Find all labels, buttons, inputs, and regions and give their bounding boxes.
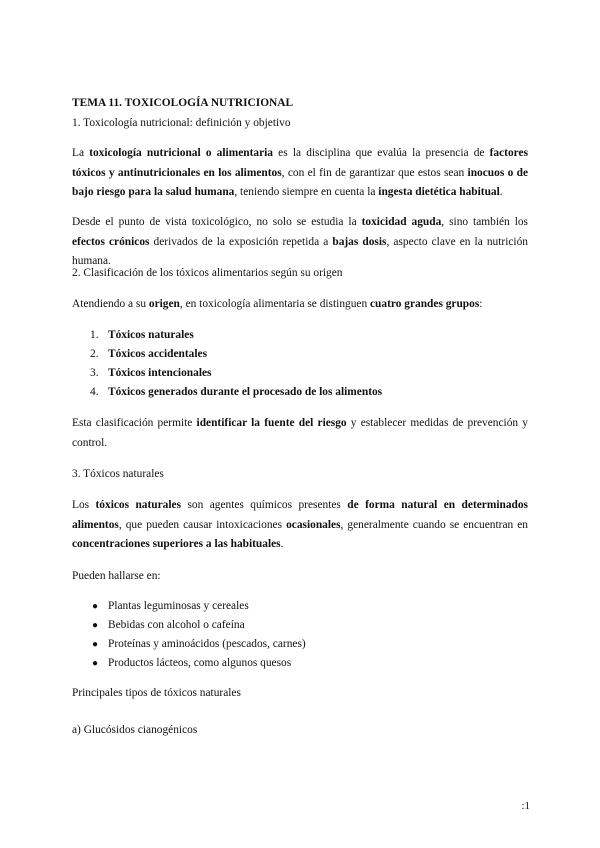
body-text: , generalmente cuando se encuentran en — [340, 518, 528, 531]
sources-list — [72, 597, 528, 673]
body-text: Desde el punto de vista toxicológico, no solo se estudia la — [72, 216, 362, 228]
bullet-icon: ● — [92, 658, 99, 669]
page-number: :1 — [521, 800, 530, 812]
subsection-a-title: a) Glucósidos cianogénicos — [72, 724, 198, 736]
toxin-groups-list — [72, 326, 528, 402]
emphasis-text: bajas dosis — [332, 235, 387, 248]
body-text: , que pueden causar intoxicaciones — [118, 518, 287, 531]
list-item: ● Bebidas con alcohol o cafeína — [72, 616, 528, 635]
paragraph-found-in: Pueden hallarse en: — [72, 570, 161, 582]
section-1-title: 1. Toxicología nutricional: definición y objetivo — [72, 117, 291, 129]
section-2-title: 2. Clasificación de los tóxicos alimentarios según su origen — [72, 267, 343, 279]
document-heading: TEMA 11. TOXICOLOGÍA NUTRICIONAL — [72, 97, 294, 109]
paragraph-main-types: Principales tipos de tóxicos naturales — [72, 687, 241, 699]
list-item: 2. Tóxicos accidentales — [90, 348, 208, 360]
body-text: , teniendo siempre en cuenta la — [234, 186, 379, 198]
bullet-icon: ● — [92, 601, 99, 612]
paragraph-definition — [72, 144, 528, 203]
emphasis-text: concentraciones superiores a las habituales — [72, 538, 281, 550]
list-item: ● Plantas leguminosas y cereales — [72, 597, 528, 616]
list-item: ● Productos lácteos, como algunos quesos — [72, 654, 528, 673]
emphasis-text: origen — [148, 298, 180, 310]
body-text: Los — [72, 499, 96, 511]
body-text: La — [72, 147, 90, 159]
list-item: 4. Tóxicos generados durante el procesado de los alimentos — [90, 386, 383, 398]
body-text: , aspecto clave en la nutrición humana. — [72, 235, 528, 267]
emphasis-text: toxicología nutricional o alimentaria — [89, 147, 273, 159]
list-item: 1. Tóxicos naturales — [90, 329, 194, 341]
body-text: , sino también los — [441, 216, 528, 228]
body-text: : — [479, 298, 483, 310]
list-item: 3. Tóxicos intencionales — [90, 367, 212, 379]
emphasis-text: cuatro grandes grupos — [370, 298, 480, 310]
paragraph-toxicity-scope — [72, 213, 528, 272]
list-item: ● Proteínas y aminoácidos (pescados, carnes) — [72, 635, 528, 654]
bullet-icon: ● — [92, 639, 99, 650]
body-text: Atendiendo a su — [72, 298, 149, 310]
body-text: , con el fin de garantizar que estos sean — [281, 166, 468, 179]
emphasis-text: toxicidad aguda — [361, 216, 442, 228]
body-text: Esta clasificación permite — [72, 417, 197, 429]
body-text: , en toxicología alimentaria se distinguen — [179, 298, 370, 310]
body-text: derivados de la exposición repetida a — [149, 235, 333, 248]
emphasis-text: de forma natural en determinados alimentos — [72, 499, 528, 531]
section-3-title: 3. Tóxicos naturales — [72, 468, 164, 480]
body-text: . — [280, 538, 284, 550]
paragraph-natural-toxins — [72, 496, 528, 555]
emphasis-text: efectos crónicos — [72, 235, 150, 248]
emphasis-text: tóxicos naturales — [95, 499, 182, 511]
emphasis-text: factores tóxicos y antinutricionales en los alimentos — [72, 147, 528, 179]
bullet-icon: ● — [92, 620, 99, 631]
emphasis-text: ingesta dietética habitual — [378, 186, 500, 198]
emphasis-text: inocuos o de bajo riesgo para la salud humana — [72, 166, 529, 198]
emphasis-text: identificar la fuente del riesgo — [196, 417, 347, 429]
paragraph-origin-groups — [72, 295, 528, 315]
body-text: son agentes químicos presentes — [181, 499, 348, 511]
body-text: es la disciplina que evalúa la presencia de — [273, 147, 490, 159]
body-text: . — [499, 186, 503, 198]
emphasis-text: ocasionales — [286, 518, 341, 531]
body-text: y establecer medidas de prevención y control. — [72, 417, 528, 449]
paragraph-classification-purpose — [72, 414, 528, 453]
